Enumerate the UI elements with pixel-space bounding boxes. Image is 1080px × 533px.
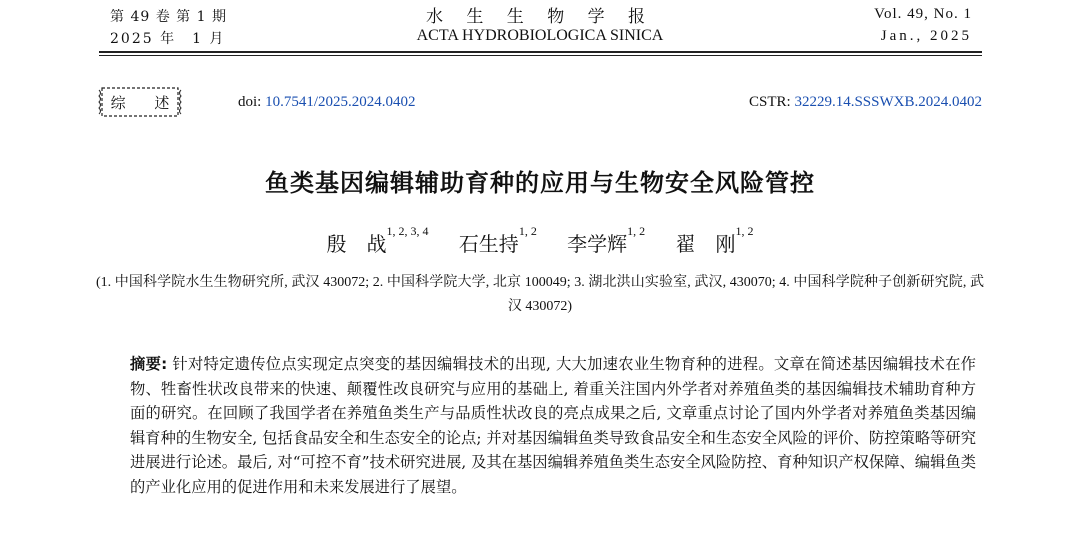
publication-date-english: Jan., 2025 <box>880 28 972 44</box>
abstract <box>130 352 976 500</box>
author-list <box>0 224 1080 257</box>
author-affiliation-marks: 1, 2 <box>627 224 646 238</box>
author-3 <box>567 224 646 257</box>
journal-title-english: ACTA HYDROBIOLOGICA SINICA <box>416 27 664 44</box>
author-affiliation-marks: 1, 2 <box>518 224 537 238</box>
doi-link[interactable]: 10.7541/2025.2024.0402 <box>265 94 416 110</box>
abstract-text: 针对特定遗传位点实现定点突变的基因编辑技术的出现, 大大加速农业生物育种的进程。文章在简述基因编辑技术在作物、牲畜性状改良带来的快速、颠覆性改良研究与应用的基础上, 着重关注国内外学者对养殖鱼类的基因编辑技术辅助育种方面的研究。在回顾了我国学者在养殖鱼类生产与品质性状改良的亮点成果之后, 文章重点讨论了国内外学者对养殖鱼类基因编辑育种的生物安全, 包括食品安全和生态安全的论点; 并对基因编辑鱼类导致食品安全和生态安全风险的评价、防控策略等研究进展进行论述。最后, 对“可控不育”技术研究进展, 及其在基因编辑养殖鱼类生态安全风险防控、育种知识产权保障、编辑鱼类的产业化应用的促进作用和未来发展进行了展望。 <box>130 355 976 496</box>
doi <box>238 94 416 111</box>
author-affiliation-marks: 1, 2 <box>735 224 754 238</box>
author-affiliation-marks: 1, 2, 3, 4 <box>386 224 429 238</box>
author-name: 石生持 <box>458 232 519 256</box>
article-type-label: 综 述 <box>110 94 182 112</box>
article-type-badge <box>98 85 182 119</box>
cstr <box>749 94 982 111</box>
author-2 <box>458 224 537 257</box>
author-name: 李学辉 <box>567 232 628 256</box>
affiliations: (1. 中国科学院水生生物研究所, 武汉 430072; 2. 中国科学院大学, 北京 100049; 3. 湖北洪山实验室, 武汉, 430070; 4. 中国科学院种子创新研究院, 武汉 430072) <box>96 275 984 314</box>
author-4 <box>675 224 754 257</box>
volume-issue: 第 49 卷 第 1 期 <box>110 9 227 25</box>
abstract-label: 摘要: <box>130 355 168 373</box>
doi-label: doi: <box>238 94 266 110</box>
cstr-label: CSTR: <box>749 94 795 110</box>
cstr-link[interactable]: 32229.14.SSSWXB.2024.0402 <box>794 94 982 110</box>
publication-date: 2025 年 1 月 <box>110 31 226 47</box>
author-name: 翟 刚 <box>675 232 736 256</box>
author-name: 殷 战 <box>326 232 387 256</box>
header-rule-thin <box>99 55 982 56</box>
author-1 <box>326 224 429 257</box>
journal-title-chinese: 水 生 生 物 学 报 <box>425 7 655 27</box>
header-rule-thick <box>99 51 982 53</box>
volume-issue-english: Vol. 49, No. 1 <box>874 6 972 22</box>
article-title: 鱼类基因编辑辅助育种的应用与生物安全风险管控 <box>265 169 815 197</box>
